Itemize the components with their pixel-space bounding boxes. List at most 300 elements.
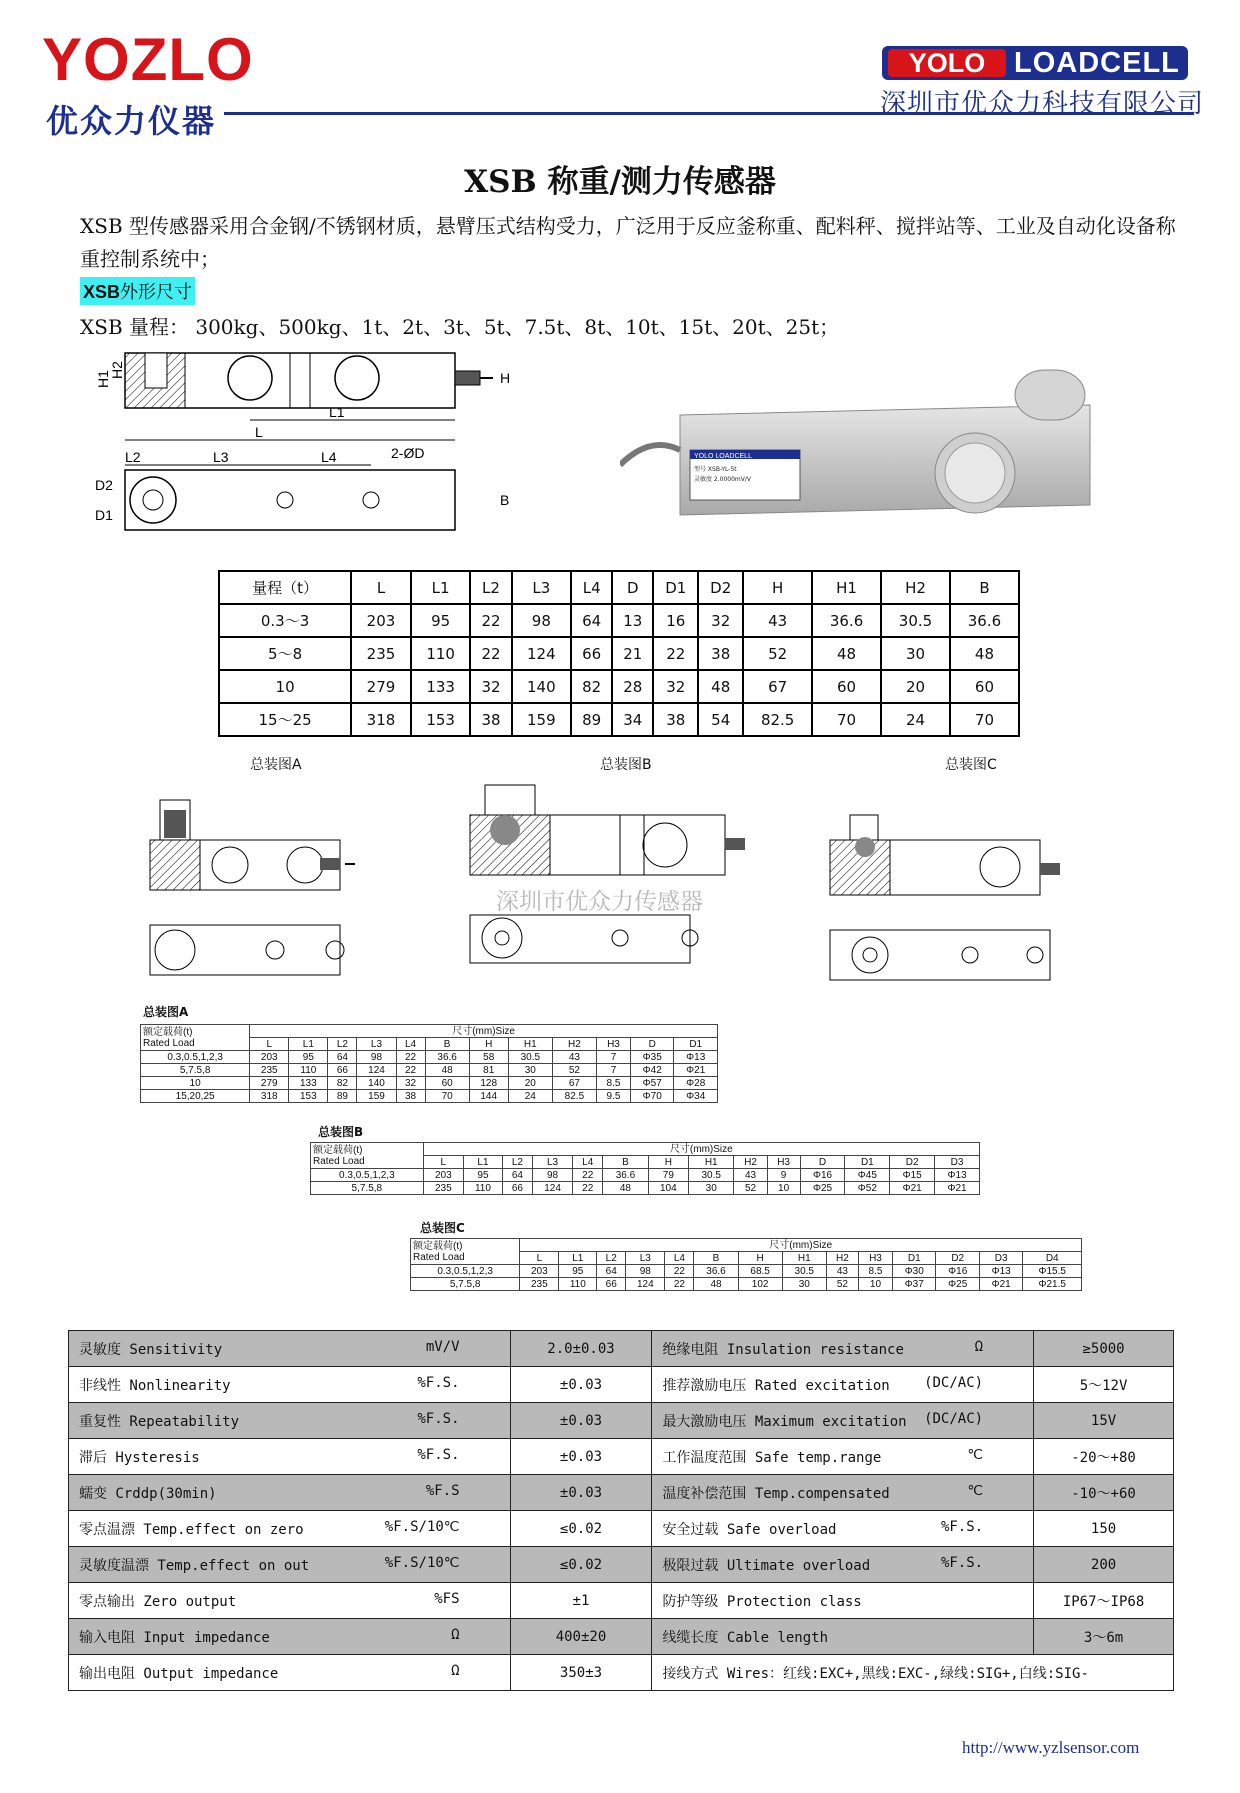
table-header-cell: L1 [559,1252,597,1265]
table-cell: 64 [571,604,612,637]
table-cell: Φ70 [631,1090,674,1103]
table-cell: 54 [698,703,743,736]
table-header-cell: H3 [596,1038,630,1051]
table-header-cell: H [738,1252,782,1265]
table-cell: 95 [463,1169,502,1182]
table-cell: 133 [289,1077,328,1090]
table-cell: 38 [470,703,511,736]
table-cell: Φ25 [800,1182,845,1195]
dimension-drawing [95,345,535,565]
table-header-cell: H3 [858,1252,892,1265]
spec-label [69,1439,511,1475]
spec-label-text: 零点输出 Zero output [79,1593,237,1610]
dimension-table-header [219,571,1019,604]
table-cell: 95 [559,1265,597,1278]
table-b-rated [311,1143,424,1169]
spec-label-text: 输出电阻 Output impedance [79,1665,279,1682]
spec-label [69,1367,511,1403]
spec-row [69,1511,1174,1547]
table-cell: 20 [881,670,950,703]
table-cell: Φ35 [631,1051,674,1064]
table-header-cell: L [520,1252,559,1265]
table-cell: 203 [520,1265,559,1278]
table-cell: 38 [698,637,743,670]
table-cell: 159 [357,1090,396,1103]
table-cell: 60 [812,670,881,703]
table-cell: 36.6 [425,1051,469,1064]
table-cell: 38 [653,703,698,736]
table-cell: 95 [289,1051,328,1064]
table-header-cell: L3 [626,1252,665,1265]
table-cell: 52 [826,1278,858,1291]
spec-label-text: 安全过载 Safe overload [662,1521,837,1538]
table-cell: 10 [767,1182,800,1195]
table-cell: 10 [219,670,351,703]
table-cell: Φ15.5 [1023,1265,1082,1278]
spec-unit: ℃ [967,1482,984,1499]
table-cell: 30 [508,1064,552,1077]
table-cell: 140 [512,670,572,703]
table-cell: 32 [470,670,511,703]
table-cell: Φ13 [979,1265,1022,1278]
header-cell: L3 [512,571,572,604]
spec-value: 350±3 [510,1655,652,1691]
spec-value: 15V [1034,1403,1174,1439]
table-cell: 15,20,25 [141,1090,250,1103]
table-cell: 203 [423,1169,463,1182]
table-cell: Φ42 [631,1064,674,1077]
table-cell: Φ28 [674,1077,718,1090]
table-cell: 48 [698,670,743,703]
table-header-cell: B [694,1252,738,1265]
table-cell: 124 [357,1064,396,1077]
table-cell: 38 [396,1090,425,1103]
spec-row [69,1367,1174,1403]
header-cell: D2 [698,571,743,604]
table-cell: Φ16 [800,1169,845,1182]
spec-label-text: 重复性 Repeatability [79,1413,240,1430]
brand-loadcell: LOADCELL [1014,47,1180,79]
table-cell: 48 [425,1064,469,1077]
spec-unit: mV/V [425,1338,460,1355]
table-header-cell: D3 [935,1156,980,1169]
spec-row [69,1331,1174,1367]
table-cell: 318 [250,1090,289,1103]
drawing-label-L: L [255,424,263,440]
table-cell: 22 [470,604,511,637]
table-cell: 52 [734,1182,767,1195]
table-cell: 9.5 [596,1090,630,1103]
table-cell: 22 [653,637,698,670]
spec-label [69,1511,511,1547]
table-header-cell: B [425,1038,469,1051]
table-cell: 21 [612,637,653,670]
table-b-title: 总装图B [318,1125,364,1139]
table-cell: 16 [653,604,698,637]
spec-value: IP67～IP68 [1034,1583,1174,1619]
table-header-cell: D4 [1023,1252,1082,1265]
spec-label-text: 绝缘电阻 Insulation resistance [662,1341,904,1358]
spec-row [69,1655,1174,1691]
table-cell: 104 [648,1182,688,1195]
product-label-line2: 灵敏度 2.0000mV/V [694,476,751,483]
table-cell: 82.5 [552,1090,596,1103]
table-cell: 110 [289,1064,328,1077]
table-cell: 7 [596,1051,630,1064]
table-cell: Φ13 [674,1051,718,1064]
table-cell: Φ34 [674,1090,718,1103]
table-header-cell: L1 [289,1038,328,1051]
table-c-title: 总装图C [420,1221,465,1235]
table-cell: 235 [423,1182,463,1195]
table-row [219,637,1019,670]
table-header-cell: D1 [845,1156,890,1169]
spec-label [69,1331,511,1367]
spec-row [69,1403,1174,1439]
drawing-label-D1: D1 [95,507,113,523]
spec-label-text: 极限过载 Ultimate overload [662,1557,871,1574]
spec-value: 3～6m [1034,1619,1174,1655]
drawing-label-B: B [500,492,510,508]
spec-unit: Ω [451,1662,460,1679]
dimension-table [218,570,1020,737]
footer-url[interactable]: http://www.yzlsensor.com [962,1738,1140,1757]
table-cell: 30 [881,637,950,670]
assembly-a-title: 总装图A [250,757,302,773]
table-header-cell: H2 [734,1156,767,1169]
description: XSB 型传感器采用合金钢/不锈钢材质，悬臂压式结构受力，广泛用于反应釜称重、配料秤、搅拌站等、工业及自动化设备称重控制系统中； [80,214,1176,271]
drawing-label-H2: H2 [109,361,125,379]
table-c-size: 尺寸(mm)Size [520,1239,1082,1252]
table-a-rated [141,1025,250,1051]
table-cell: 98 [512,604,572,637]
table-cell: 22 [665,1265,694,1278]
spec-label-text: 接线方式 Wires：红线:EXC+,黑线:EXC-,绿线:SIG+,白线:SIG- [662,1665,1089,1682]
table-cell: 43 [552,1051,596,1064]
spec-unit: (DC/AC) [924,1374,984,1391]
table-cell: 82.5 [743,703,812,736]
table-c-rated-cn: 额定载荷(t) [413,1240,463,1252]
table-header-cell: B [603,1156,648,1169]
spec-label [69,1403,511,1439]
table-cell: 43 [826,1265,858,1278]
table-row [219,670,1019,703]
table-cell: Φ21.5 [1023,1278,1082,1291]
spec-value: 200 [1034,1547,1174,1583]
table-b [310,1142,980,1195]
spec-label [652,1547,1034,1583]
table-header-cell: L4 [573,1156,603,1169]
header-cell: L4 [571,571,612,604]
table-b-rated-en: Rated Load [313,1155,365,1167]
table-cell: 5,7.5,8 [411,1278,520,1291]
table-a-rated-en: Rated Load [143,1037,195,1049]
table-cell: 98 [532,1169,572,1182]
table-cell: Φ45 [845,1169,890,1182]
drawing-label-L3: L3 [213,449,229,465]
spec-value: 2.0±0.03 [510,1331,652,1367]
spec-value: ≥5000 [1034,1331,1174,1367]
table-cell: 95 [411,604,471,637]
table-cell: 124 [532,1182,572,1195]
spec-label-text: 零点温漂 Temp.effect on zero [79,1521,304,1538]
spec-row [69,1475,1174,1511]
table-cell: 10 [858,1278,892,1291]
table-cell: 30.5 [688,1169,733,1182]
spec-label-text: 推荐激励电压 Rated excitation [662,1377,890,1394]
table-cell: 203 [351,604,411,637]
table-header-cell: D3 [979,1252,1022,1265]
drawing-label-D2: D2 [95,477,113,493]
brand-badge [882,46,1188,80]
table-a-rated-cn: 额定载荷(t) [143,1026,193,1038]
table-header-cell: D2 [936,1252,979,1265]
table-c [410,1238,1082,1291]
header-cell: H2 [881,571,950,604]
table-header-cell: D [800,1156,845,1169]
spec-value: ±0.03 [510,1439,652,1475]
spec-label [69,1475,511,1511]
header-cell: L2 [470,571,511,604]
table-cell: 153 [289,1090,328,1103]
table-cell: 98 [626,1265,665,1278]
table-cell: 48 [694,1278,738,1291]
drawing-label-H1: H1 [95,370,111,388]
brand-yolo: YOLO [888,49,1006,77]
table-cell: 10 [141,1077,250,1090]
table-cell: 28 [612,670,653,703]
table-cell: 79 [648,1169,688,1182]
drawing-label-H: H [500,370,511,386]
table-c-rated-en: Rated Load [413,1251,465,1263]
assembly-b-title: 总装图B [600,757,652,773]
table-header-cell: L [423,1156,463,1169]
table-cell: 30.5 [782,1265,826,1278]
table-cell: 110 [463,1182,502,1195]
spec-unit: %F.S. [417,1374,460,1391]
spec-unit: %FS [434,1590,460,1607]
page-title: XSB 称重/测力传感器 [464,164,776,200]
table-cell: 64 [502,1169,532,1182]
spec-value: ≤0.02 [510,1511,652,1547]
product-label-line1: 型号 XSB-YL-5t [694,466,737,473]
table-cell: 110 [559,1278,597,1291]
dimension-label-prefix: XSB [83,282,121,302]
table-cell: 52 [743,637,812,670]
table-cell: 279 [351,670,411,703]
spec-label-text: 最大激励电压 Maximum excitation [662,1413,907,1430]
table-cell: 70 [812,703,881,736]
table-row [219,703,1019,736]
assembly-c-drawing [815,785,1115,1005]
table-header-cell: H1 [508,1038,552,1051]
header-cell: B [950,571,1019,604]
header-cell: D1 [653,571,698,604]
table-header-cell: L2 [597,1252,626,1265]
table-cell: 0.3～3 [219,604,351,637]
spec-value: ±0.03 [510,1475,652,1511]
table-header-cell: L2 [502,1156,532,1169]
table-cell: 48 [812,637,881,670]
spec-unit: %F.S. [417,1446,460,1463]
table-header-cell: H [648,1156,688,1169]
spec-value: 150 [1034,1511,1174,1547]
spec-label [652,1367,1034,1403]
table-b-rated-cn: 额定载荷(t) [313,1144,363,1156]
spec-row [69,1439,1174,1475]
spec-label-text: 线缆长度 Cable length [662,1629,829,1646]
specification-table [68,1330,1174,1691]
table-header-cell: L1 [463,1156,502,1169]
table-cell: 0.3,0.5,1,2,3 [311,1169,424,1182]
table-cell: Φ25 [936,1278,979,1291]
drawing-label-L2: L2 [125,449,141,465]
table-cell: 32 [698,604,743,637]
table-a [140,1024,718,1103]
table-cell: 52 [552,1064,596,1077]
table-row [219,604,1019,637]
table-cell: Φ15 [890,1169,935,1182]
spec-label [652,1619,1034,1655]
table-header-cell: H1 [782,1252,826,1265]
table-cell: 22 [396,1051,425,1064]
spec-label-text: 蠕变 Crddp(30min) [79,1485,217,1502]
spec-label [69,1655,511,1691]
table-cell: 66 [328,1064,357,1077]
table-cell: 68.5 [738,1265,782,1278]
spec-value: ±0.03 [510,1403,652,1439]
table-cell: 22 [396,1064,425,1077]
table-row [141,1077,718,1090]
table-row [141,1090,718,1103]
spec-label-text: 防护等级 Protection class [662,1593,862,1610]
table-header-cell: L2 [328,1038,357,1051]
table-cell: 140 [357,1077,396,1090]
table-cell: 318 [351,703,411,736]
spec-label [69,1547,511,1583]
table-cell: Φ30 [893,1265,936,1278]
table-cell: 32 [396,1077,425,1090]
table-header-cell: L3 [357,1038,396,1051]
table-cell: 8.5 [596,1077,630,1090]
header-cell: H [743,571,812,604]
spec-label [652,1403,1034,1439]
watermark: 深圳市优众力传感器 [496,889,703,915]
product-label-brand: YOLO LOADCELL [694,453,752,460]
table-cell: 0.3,0.5,1,2,3 [141,1051,250,1064]
table-cell: 110 [411,637,471,670]
table-cell: 30 [782,1278,826,1291]
table-cell: 58 [469,1051,508,1064]
spec-value: ±0.03 [510,1367,652,1403]
table-cell: Φ21 [979,1278,1022,1291]
table-cell: 159 [512,703,572,736]
table-cell: 7 [596,1064,630,1077]
spec-value: -10～+60 [1034,1475,1174,1511]
table-cell: 36.6 [603,1169,648,1182]
table-cell: 9 [767,1169,800,1182]
capacity-range: XSB 量程： 300kg、500kg、1t、2t、3t、5t、7.5t、8t、10t、15t、20t、25t； [80,315,840,339]
table-cell: Φ21 [890,1182,935,1195]
table-cell: 235 [520,1278,559,1291]
dimension-label-suffix: 外形尺寸 [120,282,193,303]
table-cell: 30 [688,1182,733,1195]
spec-unit: %F.S [425,1482,460,1499]
drawing-label-L1: L1 [329,404,345,420]
table-cell: 144 [469,1090,508,1103]
table-cell: 8.5 [858,1265,892,1278]
table-cell: Φ57 [631,1077,674,1090]
table-cell: 24 [881,703,950,736]
spec-unit: %F.S/10℃ [384,1554,460,1571]
header-cell: 量程（t） [219,571,351,604]
table-cell: 36.6 [950,604,1019,637]
table-header-cell: H [469,1038,508,1051]
logo-text: YOZLO [42,26,254,93]
table-cell: 5,7.5,8 [141,1064,250,1077]
table-cell: 32 [653,670,698,703]
table-cell: 133 [411,670,471,703]
table-header-cell: L4 [665,1252,694,1265]
table-cell: 67 [743,670,812,703]
spec-value: 5～12V [1034,1367,1174,1403]
table-cell: 43 [743,604,812,637]
company-name: 深圳市优众力科技有限公司 [880,89,1205,119]
table-cell: 64 [328,1051,357,1064]
table-a-title: 总装图A [143,1005,189,1019]
table-cell: 13 [612,604,653,637]
table-cell: Φ37 [893,1278,936,1291]
table-cell: 22 [665,1278,694,1291]
drawing-label-holes: 2-ØD [391,445,425,461]
table-cell: 124 [512,637,572,670]
table-row [311,1182,980,1195]
spec-label [69,1619,511,1655]
spec-label [652,1331,1034,1367]
spec-label [652,1475,1034,1511]
spec-label-text: 滞后 Hysteresis [79,1449,200,1466]
table-header-cell: H2 [826,1252,858,1265]
spec-label-text: 温度补偿范围 Temp.compensated [662,1485,890,1502]
table-cell: 82 [328,1077,357,1090]
table-row [141,1051,718,1064]
table-cell: 48 [950,637,1019,670]
drawing-label-L4: L4 [321,449,337,465]
table-cell: 66 [597,1278,626,1291]
header-cell: L [351,571,411,604]
table-cell: 153 [411,703,471,736]
header-cell: L1 [411,571,471,604]
spec-unit: %F.S/10℃ [384,1518,460,1535]
table-cell: Φ13 [935,1169,980,1182]
table-cell: 22 [573,1182,603,1195]
spec-label-text: 工作温度范围 Safe temp.range [662,1449,882,1466]
table-cell: 102 [738,1278,782,1291]
table-cell: 48 [603,1182,648,1195]
table-cell: 89 [328,1090,357,1103]
table-cell: 70 [425,1090,469,1103]
spec-label-text: 灵敏度温漂 Temp.effect on out [79,1557,310,1574]
table-row [411,1278,1082,1291]
table-cell: 0.3,0.5,1,2,3 [411,1265,520,1278]
spec-row [69,1619,1174,1655]
spec-label [652,1439,1034,1475]
table-b-size: 尺寸(mm)Size [423,1143,979,1156]
table-cell: 60 [950,670,1019,703]
spec-unit: Ω [974,1338,984,1355]
spec-unit: Ω [451,1626,460,1643]
spec-unit: (DC/AC) [924,1410,984,1427]
